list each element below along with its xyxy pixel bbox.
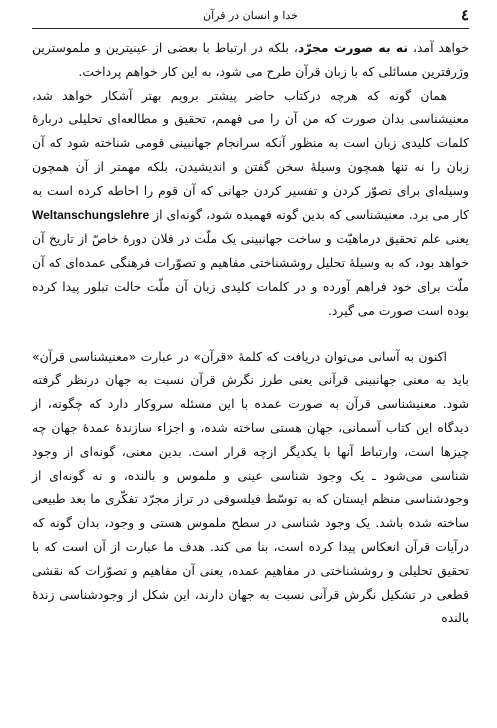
paragraph-1: [32, 36, 469, 84]
german-term: Weltanschungslehre: [32, 207, 150, 222]
paragraph-1-emphasis: نه به صورت مجرّد: [297, 40, 409, 55]
running-header: [32, 6, 469, 28]
paragraph-2-part-a: همان گونه که هرچه درکتاب حاضر پیشتر برویم بهتر آشکار خواهد شد، معنیشناسی بدان صورت که من آن را می فهمم، تحقیق و مطالعه‌ای تحلیلی دربارهٔ کلمات کلیدی زبان است به منظور آنکه سرانجام جهانبینی قومی شناخته شود که آن زبان را نه تنها همچون وسیلهٔ سخن گفتن و اندیشیدن، بلکه مهمتر از آن همچون وسیله‌ای برای تصوّر کردن و تفسیر کردن جهانی که آن قوم را احاطه کرده است به کار می برد. معنیشناسی که بدین گونه فهمیده شود، گونه‌ای از: [32, 87, 469, 222]
paragraph-3: [32, 345, 469, 631]
paragraph-2: [32, 84, 469, 323]
paragraph-2-part-b: یعنی علم تحقیق درماهیّت و ساخت جهانبینی یک ملّت در فلان دورهٔ خاصّ از تاریخ آن خواهد بود، که به وسیلهٔ تحلیل روششناختی مفاهیم و تصوّرات فرهنگی عمده‌ای که آن ملّت برای خود فراهم آورده و در کلمات کلیدی زبان آن ملّت حالت تبلور پیدا کرده بوده است صورت می گیرد.: [32, 231, 469, 318]
paragraph-1-part-c: ، بلکه در ارتباط با بعضی از عینیترین و ملموسترین وژرفترین مسائلی که با زبان قرآن طرح می شود، به این کار خواهم پرداخت.: [32, 40, 469, 79]
body-text: [32, 36, 469, 630]
paragraph-1-part-a: خواهد آمد،: [408, 40, 469, 55]
page-number: ٤: [460, 6, 469, 24]
running-title: خدا و انسان در قرآن: [203, 9, 298, 22]
paragraph-3-text: اکنون به آسانی می‌توان دریافت که کلمهٔ «قرآن» در عبارت «معنیشناسی قرآن» باید به معنی جهانبینی قرآنی یعنی طرز نگرش قرآن نسبت به جهان درنظر گرفته شود. معنیشناسی قرآن به صورت عمده با این مسئله سروکار دارد که چگونه، از دیدگاه این کتاب آسمانی، جهان هستی ساخته شده، و اجزاء سازندهٔ عمدهٔ جهان چه چیزها است، وارتباط آنها با یکدیگر ازچه قرار است. بدین معنی، گونه‌ای از وجود شناسی می‌شود ـ یک وجود شناسی عینی و ملموس و بالنده، و نه گونه‌ای از وجودشناسی منظم ایستان که به توسّط فیلسوفی در تراز مجرّد تفکّری ما بعد طبیعی ساخته شده باشد. یک وجود شناسی در سطح ملموس هستی و وجود، بدان گونه که درآیات قرآن انعکاس پیدا کرده است، بنا می کند. هدف ما عبارت از آن است که با تحقیق تحلیلی و روششناختی در مفاهیم عمده، یعنی آن مفاهیم و تصوّرات که نقشی قطعی در تشکیل نگرش قرآنی نسبت به جهان دارند، این شکل از وجودشناسی زنده‌ٔ بالنده: [32, 348, 469, 626]
header-divider: [32, 28, 469, 29]
